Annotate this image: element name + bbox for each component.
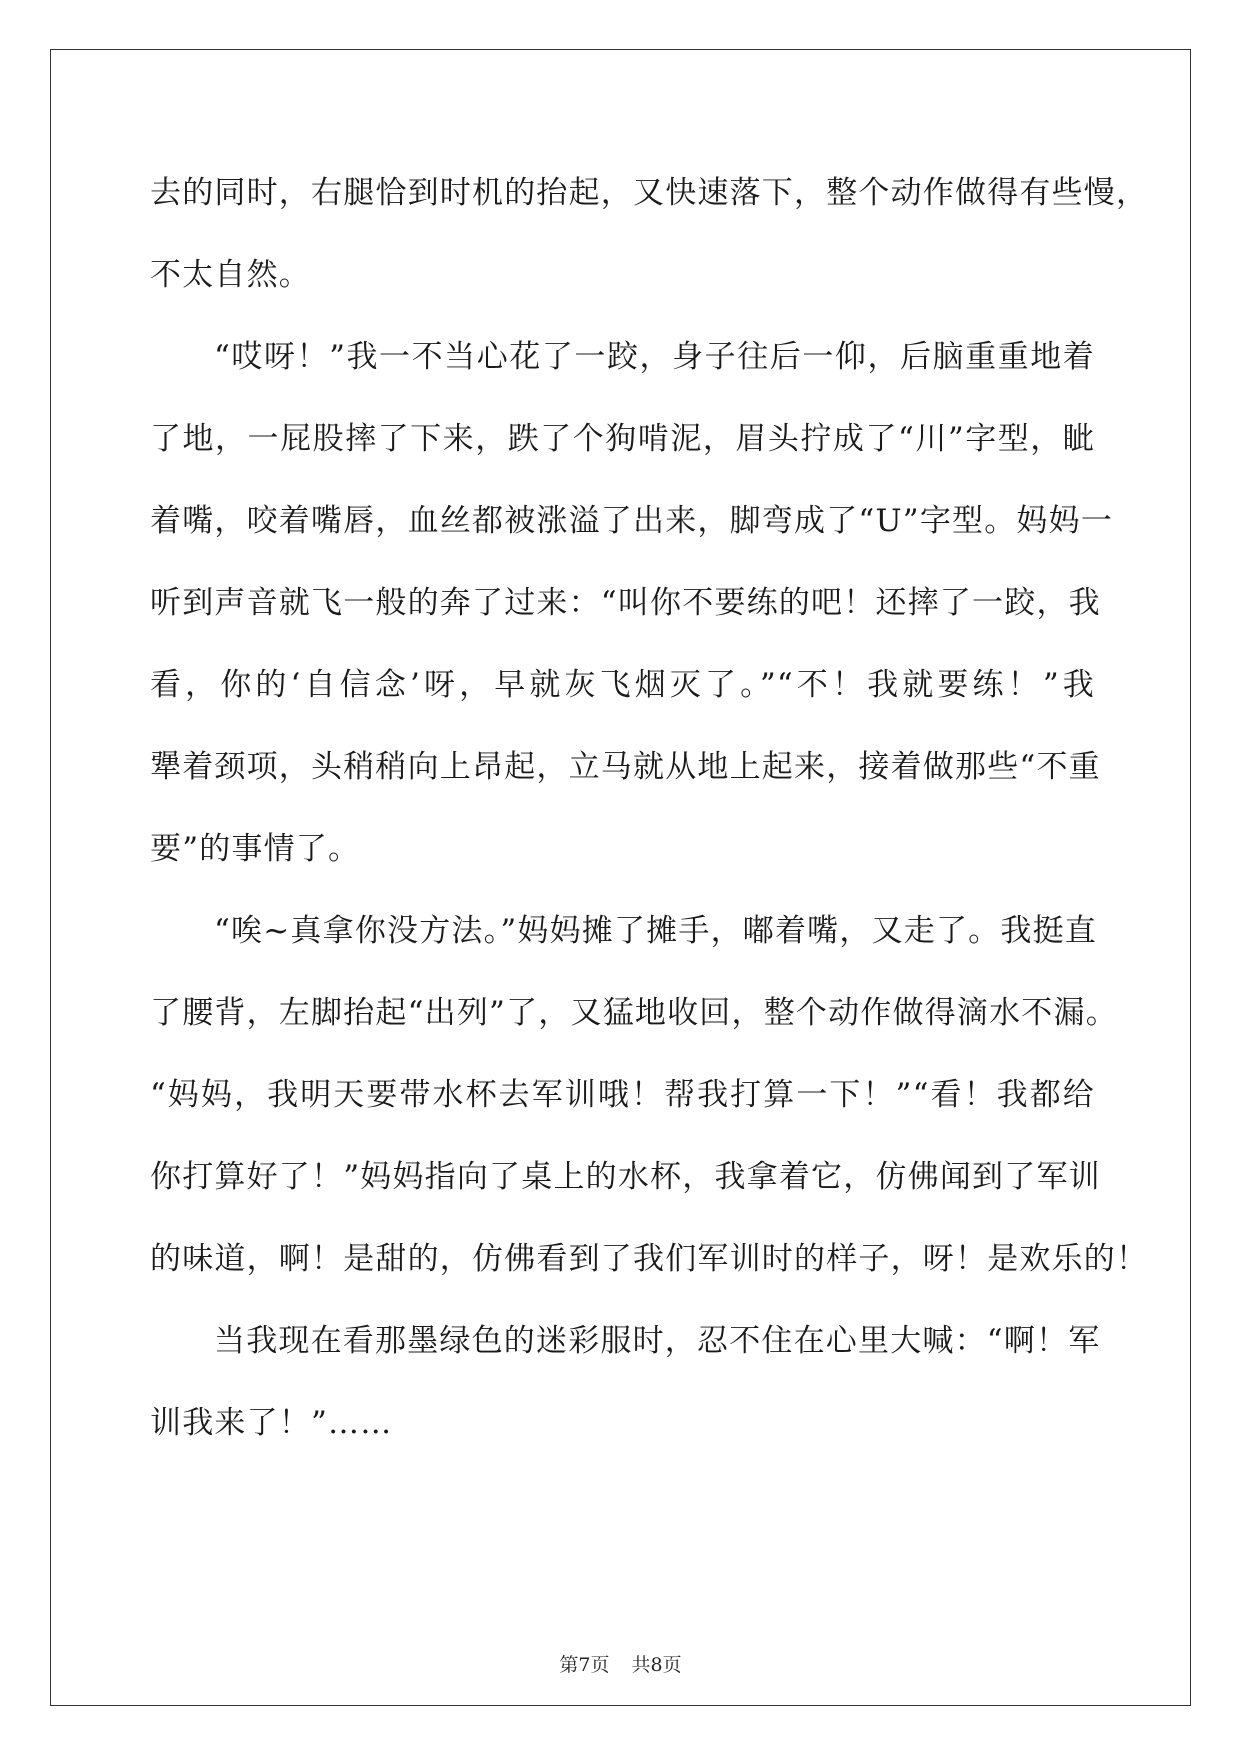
text-line: 训我来了！”…… xyxy=(150,1405,393,1441)
text-line: 去的同时，右腿恰到时机的抬起，又快速落下，整个动作做得有些慢， xyxy=(150,175,1149,211)
text-line: 着嘴，咬着嘴唇，血丝都被涨溢了出来，脚弯成了“U”字型。妈妈一 xyxy=(150,503,1114,539)
text-line: 了腰背，左脚抬起“出列”了，又猛地收回，整个动作做得滴水不漏。 xyxy=(150,995,1118,1031)
text-line: “妈妈，我明天要带水杯去军训哦！帮我打算一下！”“看！我都给 xyxy=(150,1077,1095,1113)
text-line: 看，你的‘自信念’呀，早就灰飞烟灭了。”“不！我就要练！”我 xyxy=(150,667,1095,703)
text-line: 要”的事情了。 xyxy=(150,831,361,867)
text-line: 听到声音就飞一般的奔了过来：“叫你不要练的吧！还摔了一跤，我 xyxy=(150,585,1101,621)
text-line: 不太自然。 xyxy=(150,257,311,293)
text-line: 你打算好了！”妈妈指向了桌上的水杯，我拿着它，仿佛闻到了军训 xyxy=(150,1159,1101,1195)
page-number-total: 共8页 xyxy=(631,1654,682,1676)
text-line: 了地，一屁股摔了下来，跌了个狗啃泥，眉头拧成了“川”字型，眦 xyxy=(150,421,1095,457)
paragraph-first-line: 当我现在看那墨绿色的迷彩服时，忍不住在心里大喊：“啊！军 xyxy=(214,1323,1101,1359)
page-number-current: 第7页 xyxy=(559,1654,610,1676)
text-line: 犟着颈项，头稍稍向上昂起，立马就从地上起来，接着做那些“不重 xyxy=(150,749,1101,785)
paragraph-first-line: “唉~真拿你没方法。”妈妈摊了摊手，嘟着嘴，又走了。我挺直 xyxy=(214,913,1097,949)
page-footer xyxy=(0,1650,1241,1677)
text-line: 的味道，啊！是甜的，仿佛看到了我们军训时的样子，呀！是欢乐的！ xyxy=(150,1241,1149,1277)
paragraph-first-line: “哎呀！”我一不当心花了一跤，身子往后一仰，后脑重重地着 xyxy=(214,339,1095,375)
document-body xyxy=(150,152,1149,1464)
